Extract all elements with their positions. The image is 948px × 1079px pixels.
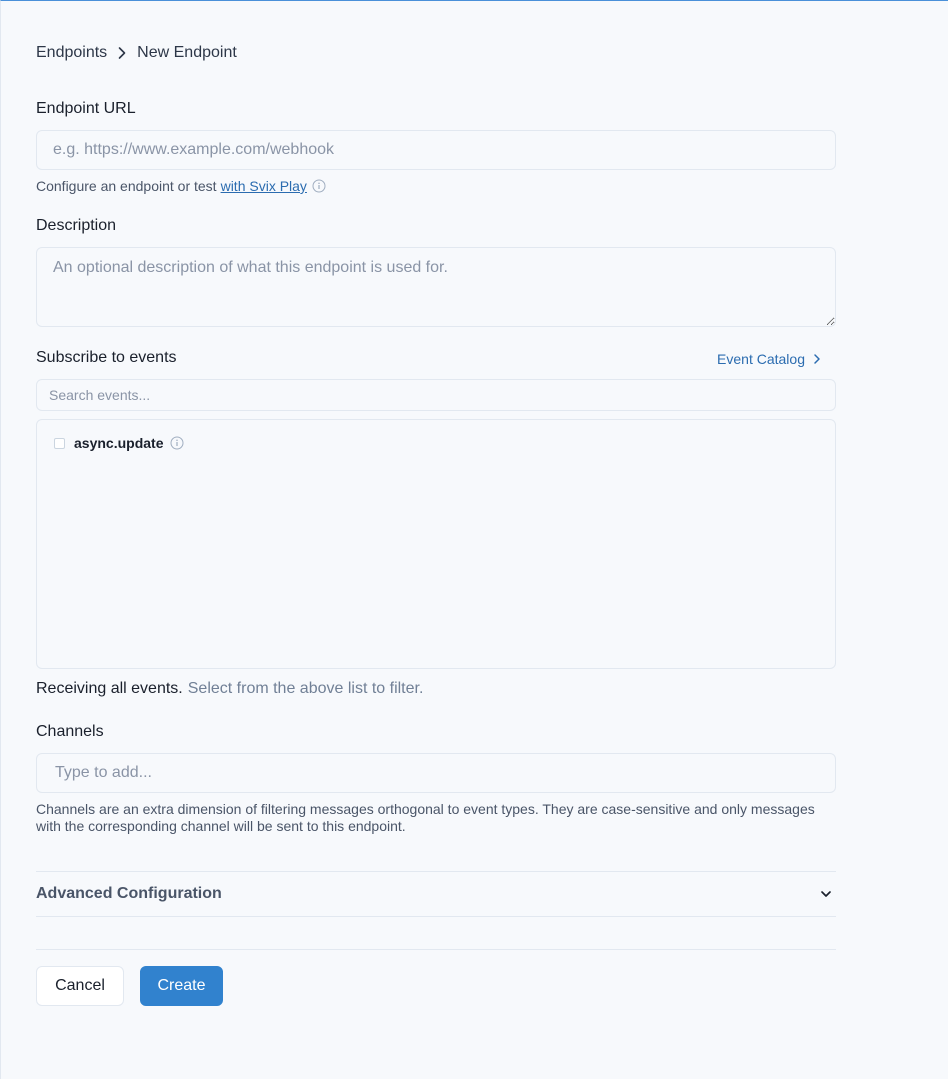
info-icon[interactable] — [312, 179, 326, 193]
endpoint-url-input[interactable] — [36, 130, 836, 170]
events-filter-status — [36, 680, 423, 698]
breadcrumb-endpoints-link[interactable]: Endpoints — [36, 44, 108, 61]
event-name[interactable]: async.update — [74, 435, 164, 451]
description-label: Description — [36, 217, 117, 234]
helper-text: Configure an endpoint or test — [36, 178, 217, 194]
channels-helper: Channels are an extra dimension of filtering messages orthogonal to event types. They are case-sensitive and only messages with the corresponding channel will be sent to this endpoint. — [36, 801, 815, 834]
cancel-button[interactable]: Cancel — [36, 966, 124, 1006]
advanced-configuration-toggle[interactable] — [36, 872, 836, 916]
event-checkbox[interactable] — [54, 438, 65, 449]
info-icon[interactable] — [170, 436, 184, 450]
chevron-right-icon — [813, 353, 821, 365]
event-catalog-link[interactable] — [717, 351, 821, 367]
list-item — [54, 435, 184, 451]
subscribe-events-label: Subscribe to events — [36, 349, 177, 366]
endpoint-url-label: Endpoint URL — [36, 100, 136, 117]
event-types-list — [36, 419, 836, 669]
divider — [36, 949, 836, 950]
breadcrumb-current: New Endpoint — [137, 44, 237, 61]
breadcrumb — [36, 44, 237, 62]
chevron-down-icon — [820, 890, 832, 898]
chevron-right-icon — [117, 46, 127, 60]
search-events-input[interactable] — [36, 379, 836, 411]
endpoint-url-helper — [36, 178, 326, 194]
channels-label: Channels — [36, 723, 104, 740]
advanced-configuration-title: Advanced Configuration — [36, 885, 222, 902]
status-strong: Receiving all events. — [36, 680, 183, 697]
status-muted: Select from the above list to filter. — [187, 680, 424, 697]
event-catalog-label: Event Catalog — [717, 351, 805, 367]
description-textarea[interactable] — [36, 247, 836, 327]
create-button[interactable]: Create — [140, 966, 223, 1006]
svix-play-link[interactable]: with Svix Play — [220, 178, 307, 194]
divider — [36, 916, 836, 917]
channels-input[interactable] — [36, 753, 836, 793]
